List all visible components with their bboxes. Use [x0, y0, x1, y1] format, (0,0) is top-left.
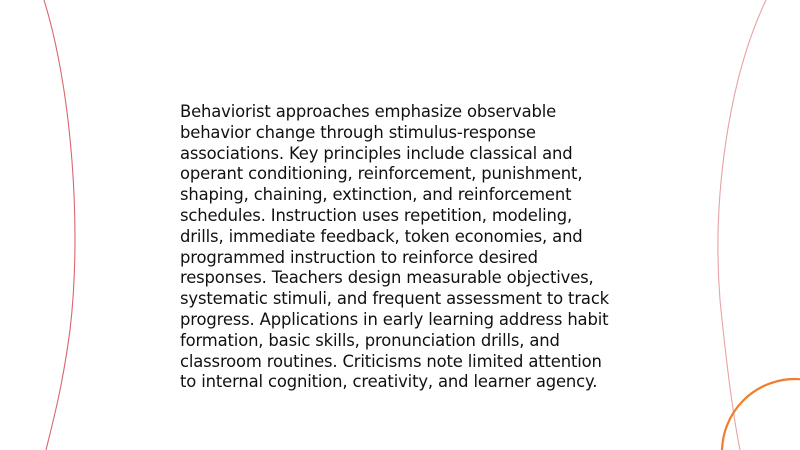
body-paragraph: Behaviorist approaches emphasize observable behavior change through stimulus-response associations. Key principles include classical and operant conditioning, reinforcement, punishment, shaping, chaining, extinction, and reinforcement schedules. Instruction uses repetition, modeling, drills, immediate feedback, token economies, and programmed instruction to reinforce desired responses. Teachers design measurable objectives, systematic stimuli, and frequent assessment to track progress. Applications in early learning address habit formation, basic skills, pronunciation drills, and classroom routines. Criticisms note limited attention to internal cognition, creativity, and learner agency. [180, 102, 610, 392]
left-arc [44, 0, 75, 450]
right-arc [718, 0, 766, 450]
